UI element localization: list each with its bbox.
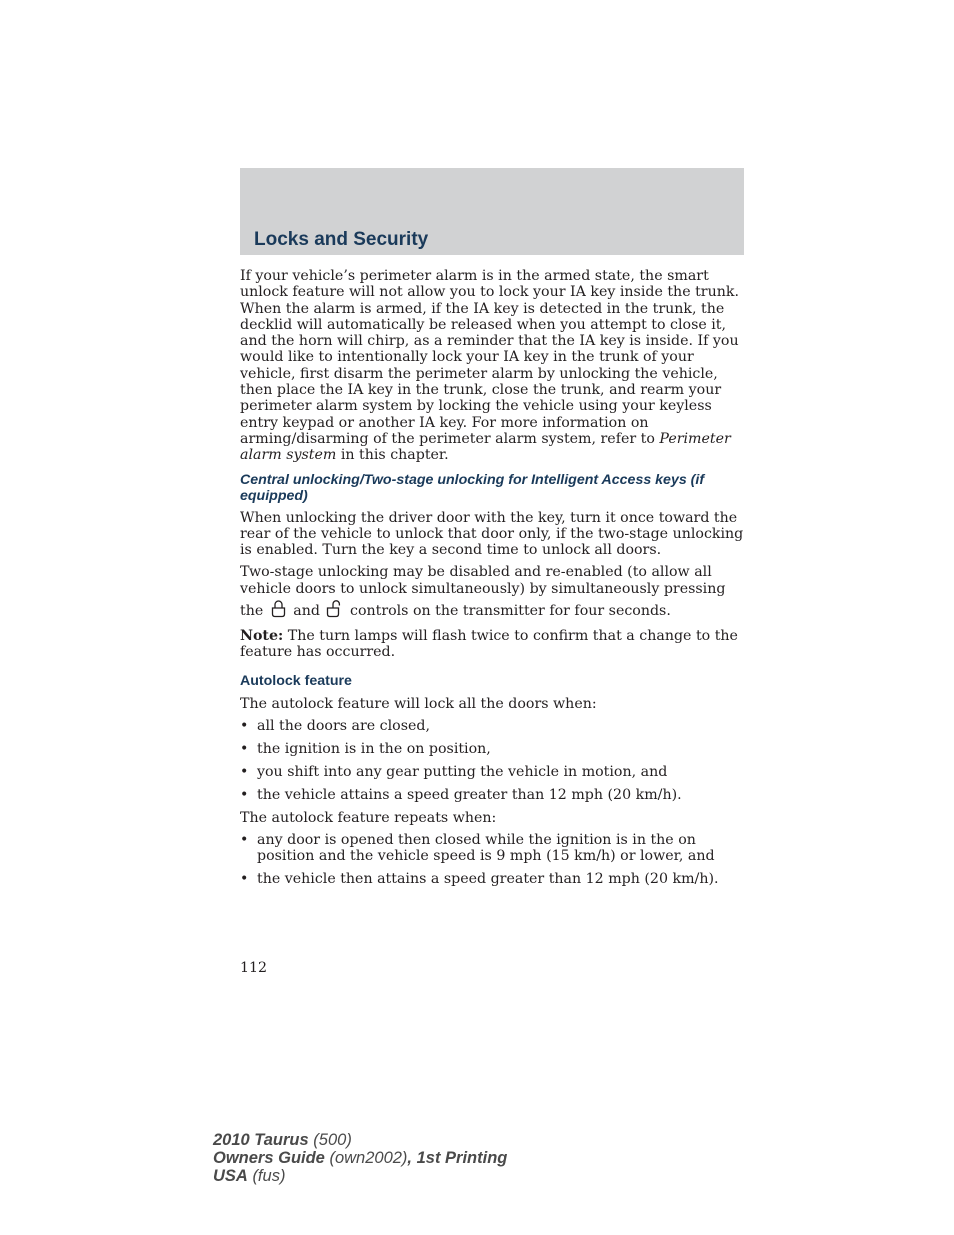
note-text: The turn lamps will flash twice to confirm that a change to the feature has occurred.	[240, 628, 738, 661]
autolock-intro: The autolock feature will lock all the doors when:	[240, 695, 597, 712]
two-stage-tail: controls on the transmitter for four seconds.	[350, 603, 671, 620]
footer-model: 2010 Taurus	[213, 1131, 309, 1149]
two-stage-and: and	[293, 603, 320, 620]
note-paragraph	[240, 628, 744, 661]
section-header-band	[240, 168, 744, 255]
footer-guide: Owners Guide	[213, 1149, 325, 1167]
page-content	[240, 268, 744, 894]
footer-model-code: (500)	[313, 1131, 352, 1149]
list-item: • you shift into any gear putting the vehicle in motion, and	[240, 764, 744, 780]
alarm-intro-paragraph	[240, 268, 744, 464]
footer-market-code: (fus)	[252, 1167, 286, 1185]
page-number: 112	[240, 960, 268, 976]
footer-guide-code: (own2002)	[329, 1149, 408, 1167]
list-item: • any door is opened then closed while the ignition is in the on position and the vehicle speed is 9 mph (15 km/h) or lower, and	[240, 832, 744, 865]
autolock-repeat-intro: The autolock feature repeats when:	[240, 809, 497, 826]
footer-market: USA	[213, 1167, 248, 1185]
two-stage-controls-line	[240, 599, 744, 621]
unlock-icon	[326, 599, 343, 618]
two-stage-paragraph	[240, 564, 744, 597]
footer-line-1	[213, 1131, 507, 1149]
two-stage-text: Two-stage unlocking may be disabled and re-enabled (to allow all vehicle doors to unlock simultaneously) by simultaneously pressing	[240, 564, 726, 597]
central-unlocking-heading: Central unlocking/Two-stage unlocking for Intelligent Access keys (if equipped)	[240, 471, 705, 504]
footer-line-2	[213, 1149, 507, 1167]
two-stage-the: the	[240, 603, 264, 620]
footer-imprint	[213, 1131, 507, 1185]
footer-line-3	[213, 1167, 507, 1185]
lock-icon	[270, 599, 287, 618]
autolock-conditions-list	[240, 718, 744, 803]
alarm-reference-tail: in this chapter.	[340, 447, 449, 464]
list-item: • the vehicle then attains a speed greater than 12 mph (20 km/h).	[240, 871, 744, 887]
driver-door-paragraph: When unlocking the driver door with the key, turn it once toward the rear of the vehicle to unlock that door only, if the two-stage unlocking is enabled. Turn the key a second time to unlock all doors.	[240, 509, 744, 559]
autolock-heading: Autolock feature	[240, 672, 352, 689]
list-item: • all the doors are closed,	[240, 718, 744, 734]
alarm-intro-text: If your vehicle’s perimeter alarm is in the armed state, the smart unlock feature will not allow you to lock your IA key inside the trunk. When the alarm is armed, if the IA key is detected in the trunk, the decklid will automatically be released when you attempt to close it, and the horn will chirp, as a reminder that the IA key is inside. If you would like to intentionally lock your IA key in the trunk of your vehicle, first disarm the perimeter alarm by unlocking the vehicle, then place the IA key in the trunk, close the trunk, and rearm your perimeter alarm system by locking the vehicle using your keyless entry keypad or another IA key. For more information on arming/disarming of the perimeter alarm system, refer to	[240, 268, 739, 447]
list-item: • the ignition is in the on position,	[240, 741, 744, 757]
section-title: Locks and Security	[254, 229, 429, 250]
alarm-reference: Perimeter alarm system	[240, 430, 731, 464]
footer-printing: , 1st Printing	[407, 1149, 508, 1167]
autolock-repeat-list	[240, 832, 744, 887]
list-item: • the vehicle attains a speed greater than 12 mph (20 km/h).	[240, 787, 744, 803]
note-label: Note:	[240, 628, 284, 645]
